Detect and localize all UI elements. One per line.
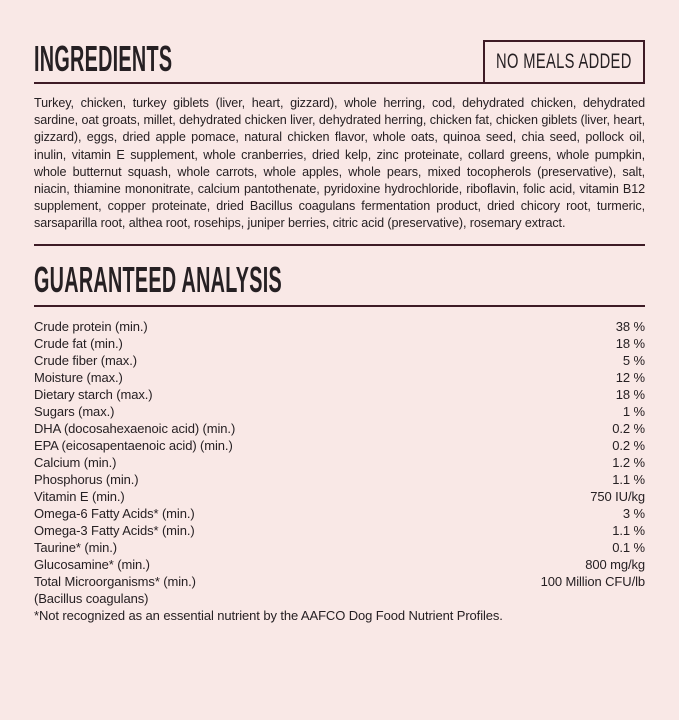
analysis-table-row xyxy=(34,522,645,539)
analysis-row-label: Omega-3 Fatty Acids* (min.) xyxy=(34,522,195,538)
guaranteed-analysis-table xyxy=(34,318,645,607)
analysis-row-label: Crude fiber (max.) xyxy=(34,352,137,368)
pet-food-label xyxy=(0,38,679,720)
analysis-row-label: Sugars (max.) xyxy=(34,403,115,419)
analysis-row-value: 5 % xyxy=(622,352,645,368)
analysis-table-row xyxy=(34,556,645,573)
analysis-row-value: 1.1 % xyxy=(612,471,645,487)
analysis-table-row xyxy=(34,420,645,437)
analysis-row-value: 750 IU/kg xyxy=(590,488,645,504)
no-meals-added-badge xyxy=(483,40,645,84)
analysis-row-value: 12 % xyxy=(615,369,645,385)
section-divider xyxy=(34,244,645,246)
ingredients-header xyxy=(34,38,645,84)
analysis-row-value: 100 Million CFU/lb xyxy=(540,573,645,589)
analysis-table-row xyxy=(34,403,645,420)
analysis-row-label: Omega-6 Fatty Acids* (min.) xyxy=(34,505,195,521)
analysis-row-value: 3 % xyxy=(622,505,645,521)
analysis-row-label: Moisture (max.) xyxy=(34,369,123,385)
analysis-row-value: 0.2 % xyxy=(612,420,645,436)
analysis-table-row xyxy=(34,352,645,369)
analysis-row-label: Vitamin E (min.) xyxy=(34,488,125,504)
ingredients-text: Turkey, chicken, turkey giblets (liver, heart, gizzard), whole herring, cod, dehydrated chicken, dehydrated sardine, oat groats, millet, dehydrated chicken liver, dehydrated herring, chicken fat, chicken giblets (liver, heart, gizzard), eggs, dried apple pomace, natural chicken flavor, whole oats, quinoa seed, chia seed, pollock oil, inulin, vitamin E supplement, whole cranberries, dried kelp, zinc proteinate, collard greens, whole pumpkin, whole butternut squash, whole carrots, whole apples, whole pears, mixed tocopherols (preservative), salt, niacin, thiamine mononitrate, calcium pantothenate, pyridoxine hydrochloride, riboflavin, folic acid, vitamin B12 supplement, copper proteinate, dried Bacillus coagulans fermentation product, dried chicory root, turmeric, sarsaparilla root, althea root, rosehips, juniper berries, citric acid (preservative), rosemary extract. xyxy=(34,96,645,231)
analysis-row-label: EPA (eicosapentaenoic acid) (min.) xyxy=(34,437,233,453)
analysis-table-row xyxy=(34,488,645,505)
analysis-table-row xyxy=(34,335,645,352)
analysis-row-value: 1.1 % xyxy=(612,522,645,538)
analysis-row-value: 1.2 % xyxy=(612,454,645,470)
analysis-row-value: 1 % xyxy=(622,403,645,419)
analysis-table-row xyxy=(34,454,645,471)
analysis-row-value: 18 % xyxy=(615,335,645,351)
analysis-row-label: Calcium (min.) xyxy=(34,454,117,470)
analysis-table-row xyxy=(34,573,645,590)
analysis-row-label: Dietary starch (max.) xyxy=(34,386,153,402)
analysis-row-value: 0.2 % xyxy=(612,437,645,453)
analysis-table-row xyxy=(34,590,645,607)
analysis-table-row xyxy=(34,318,645,335)
analysis-row-label: DHA (docosahexaenoic acid) (min.) xyxy=(34,420,236,436)
analysis-row-label: Glucosamine* (min.) xyxy=(34,556,150,572)
analysis-row-label: Crude fat (min.) xyxy=(34,335,123,351)
analysis-row-label: Crude protein (min.) xyxy=(34,318,148,334)
analysis-row-value: 800 mg/kg xyxy=(585,556,645,572)
analysis-table-row xyxy=(34,539,645,556)
no-meals-added-badge-label: NO MEALS ADDED xyxy=(496,50,632,73)
guaranteed-analysis-title: GUARANTEED ANALYSIS xyxy=(34,258,282,300)
analysis-row-value: 18 % xyxy=(615,386,645,402)
analysis-table-row xyxy=(34,437,645,454)
analysis-table-row xyxy=(34,386,645,403)
analysis-row-label: Total Microorganisms* (min.) xyxy=(34,573,196,589)
analysis-row-label: Taurine* (min.) xyxy=(34,539,118,555)
aafco-footnote: *Not recognized as an essential nutrient by the AAFCO Dog Food Nutrient Profiles. xyxy=(34,607,503,623)
analysis-table-row xyxy=(34,471,645,488)
ingredients-title: INGREDIENTS xyxy=(34,38,173,79)
analysis-row-label: Phosphorus (min.) xyxy=(34,471,139,487)
analysis-row-value: 38 % xyxy=(615,318,645,334)
analysis-table-row xyxy=(34,505,645,522)
analysis-row-value: 0.1 % xyxy=(612,539,645,555)
guaranteed-analysis-header xyxy=(34,258,645,307)
analysis-table-row xyxy=(34,369,645,386)
analysis-row-label: (Bacillus coagulans) xyxy=(34,590,149,606)
